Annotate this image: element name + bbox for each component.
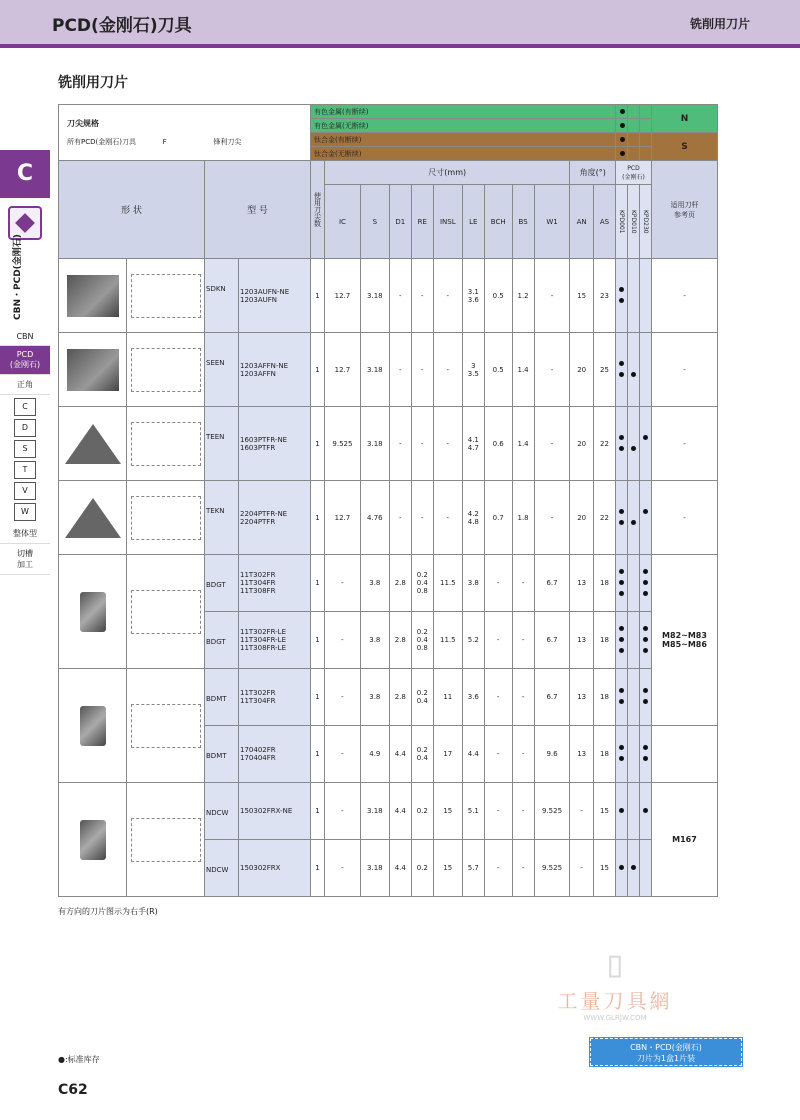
insert-photo <box>67 275 119 317</box>
insert-photo <box>67 349 119 391</box>
cell-ref: - <box>652 481 718 555</box>
watermark-url: WWW.GLRJW.COM <box>583 1014 647 1022</box>
col-shape: 形 状 <box>59 161 205 259</box>
col-dims: 尺寸(mm) <box>325 161 570 185</box>
page-title: PCD(金刚石)刀具 <box>52 16 192 36</box>
cell-grade <box>640 612 652 669</box>
cell-an: 15 <box>570 259 593 333</box>
cell-grade <box>640 333 652 407</box>
cell-re: 0.2 0.4 0.8 <box>411 555 433 612</box>
cell-edges: 1 <box>311 259 325 333</box>
insert-type: BDMT <box>205 669 239 726</box>
cell-le: 4.2 4.8 <box>462 481 484 555</box>
material-group-n: N <box>652 105 718 133</box>
cell-w1: - <box>534 259 570 333</box>
watermark-text: 工量刀具網 <box>557 989 673 1013</box>
cell-d1: - <box>389 259 411 333</box>
cell-bs: - <box>512 783 534 840</box>
cell-bch: 0.6 <box>484 407 512 481</box>
sidebar-shape-d[interactable]: D <box>14 419 36 437</box>
material-group-s: S <box>652 133 718 161</box>
cell-grade <box>640 259 652 333</box>
header-right-label: 铣削用刀片 <box>689 17 750 31</box>
cell-bch: 0.5 <box>484 333 512 407</box>
col-an: AN <box>570 185 593 259</box>
cell-as: 18 <box>593 555 615 612</box>
cell-ic: 12.7 <box>325 481 361 555</box>
material-row: 有色金属(无断续) <box>311 119 616 133</box>
cell-an: 20 <box>570 407 593 481</box>
page-number: C62 <box>58 1082 88 1098</box>
cell-s: 4.9 <box>360 726 389 783</box>
col-as: AS <box>593 185 615 259</box>
cell-ref: - <box>652 407 718 481</box>
cell-as: 25 <box>593 333 615 407</box>
cell-as: 15 <box>593 840 615 897</box>
sidebar-shape-c[interactable]: C <box>14 398 36 416</box>
cell-ic: - <box>325 612 361 669</box>
cell-ic: - <box>325 669 361 726</box>
cell-re: 0.2 <box>411 783 433 840</box>
cell-re: - <box>411 407 433 481</box>
cell-grade <box>640 669 652 726</box>
insert-type: NDCW <box>205 840 239 897</box>
insert-drawing <box>131 274 201 318</box>
cell-edges: 1 <box>311 555 325 612</box>
cell-grade <box>616 481 628 555</box>
table-row <box>59 333 718 407</box>
cell-le: 3 3.5 <box>462 333 484 407</box>
section-title: 铣削用刀片 <box>58 75 128 91</box>
cell-as: 18 <box>593 612 615 669</box>
cell-insl: 11 <box>433 669 462 726</box>
cell-ref <box>652 726 718 783</box>
cell-as: 15 <box>593 783 615 840</box>
cell-s: 3.18 <box>360 333 389 407</box>
col-s: S <box>360 185 389 259</box>
insert-type: TEKN <box>205 481 239 555</box>
cell-ref: - <box>652 259 718 333</box>
cell-grade <box>628 726 640 783</box>
cell-d1: 4.4 <box>389 726 411 783</box>
cell-d1: 2.8 <box>389 612 411 669</box>
cell-an: 13 <box>570 555 593 612</box>
cell-le: 5.2 <box>462 612 484 669</box>
sidebar-item-pcd[interactable]: PCD (金刚石) <box>0 346 50 375</box>
cell-bch: - <box>484 726 512 783</box>
col-grade-kpd001: KPD001 <box>616 185 628 259</box>
cell-insl: 15 <box>433 840 462 897</box>
cell-s: 3.18 <box>360 407 389 481</box>
col-w1: W1 <box>534 185 570 259</box>
cell-ic: - <box>325 726 361 783</box>
legend: ●:标准库存 <box>58 1055 100 1064</box>
cell-bs: 1.8 <box>512 481 534 555</box>
cell-edges: 1 <box>311 840 325 897</box>
insert-type: BDGT <box>205 612 239 669</box>
col-re: RE <box>411 185 433 259</box>
cell-edges: 1 <box>311 726 325 783</box>
table-row <box>59 481 718 555</box>
spec-all: 所有PCD(金刚石)刀具 <box>67 138 136 146</box>
cell-s: 3.8 <box>360 669 389 726</box>
cell-bs: - <box>512 612 534 669</box>
col-pcd: PCD (金刚石) <box>616 161 652 185</box>
spec-block <box>59 105 311 161</box>
insert-drawing <box>131 704 201 748</box>
table-row <box>59 555 718 612</box>
col-bch: BCH <box>484 185 512 259</box>
cell-bs: - <box>512 840 534 897</box>
cell-d1: - <box>389 481 411 555</box>
col-ic: IC <box>325 185 361 259</box>
cell-bs: - <box>512 726 534 783</box>
insert-photo <box>80 820 106 860</box>
cell-an: 20 <box>570 333 593 407</box>
insert-models: 150302FRX-NE <box>239 783 311 840</box>
cell-d1: 4.4 <box>389 840 411 897</box>
insert-photo <box>65 498 121 538</box>
cell-bch: 0.5 <box>484 259 512 333</box>
col-edges: 使用刀尖数 <box>311 161 325 259</box>
cell-grade <box>628 407 640 481</box>
cell-insl: 15 <box>433 783 462 840</box>
cell-edges: 1 <box>311 333 325 407</box>
sidebar-shape-t[interactable]: T <box>14 461 36 479</box>
footnote: 有方向的刀片图示为右手(R) <box>58 907 158 916</box>
cell-grade <box>628 783 640 840</box>
cell-grade <box>628 840 640 897</box>
cell-edges: 1 <box>311 407 325 481</box>
cell-as: 23 <box>593 259 615 333</box>
insert-drawing <box>131 496 201 540</box>
cell-insl: - <box>433 481 462 555</box>
cell-grade <box>616 259 628 333</box>
cell-grade <box>616 726 628 783</box>
cell-ref: M167 <box>652 783 718 897</box>
col-insl: INSL <box>433 185 462 259</box>
cell-insl: - <box>433 407 462 481</box>
cell-grade <box>628 333 640 407</box>
col-grade-kpd010: KPD010 <box>628 185 640 259</box>
cell-grade <box>628 555 640 612</box>
cell-le: 4.4 <box>462 726 484 783</box>
cell-bch: - <box>484 612 512 669</box>
cell-grade <box>616 612 628 669</box>
sidebar-item-solid[interactable]: 整体型 <box>0 524 50 544</box>
cell-bch: - <box>484 840 512 897</box>
cell-grade <box>640 481 652 555</box>
table-row <box>59 407 718 481</box>
col-d1: D1 <box>389 185 411 259</box>
table-row <box>59 669 718 726</box>
cell-bs: - <box>512 669 534 726</box>
cell-grade <box>616 333 628 407</box>
cell-an: 13 <box>570 669 593 726</box>
cell-edges: 1 <box>311 481 325 555</box>
cell-w1: 6.7 <box>534 669 570 726</box>
cell-ic: 12.7 <box>325 259 361 333</box>
cell-grade <box>640 783 652 840</box>
insert-type: TEEN <box>205 407 239 481</box>
cell-w1: 9.6 <box>534 726 570 783</box>
insert-photo <box>80 706 106 746</box>
cell-w1: 6.7 <box>534 555 570 612</box>
cell-d1: 2.8 <box>389 669 411 726</box>
insert-photo <box>65 424 121 464</box>
header-bar <box>0 0 800 48</box>
table-row <box>59 783 718 840</box>
cell-re: 0.2 0.4 <box>411 726 433 783</box>
cell-grade <box>628 259 640 333</box>
insert-table <box>58 104 718 897</box>
cell-d1: - <box>389 407 411 481</box>
cell-le: 4.1 4.7 <box>462 407 484 481</box>
col-le: LE <box>462 185 484 259</box>
cell-s: 3.8 <box>360 612 389 669</box>
insert-type: BDGT <box>205 555 239 612</box>
sidebar-item-grooving[interactable]: 切槽 加工 <box>0 544 50 575</box>
cell-grade <box>628 669 640 726</box>
sidebar-item-cbn[interactable]: CBN <box>0 328 50 346</box>
cell-an: - <box>570 840 593 897</box>
insert-models: 11T302FR 11T304FR <box>239 669 311 726</box>
cell-ic: - <box>325 840 361 897</box>
cell-s: 4.76 <box>360 481 389 555</box>
col-model: 型 号 <box>205 161 311 259</box>
spec-label: 刀尖规格 <box>67 119 99 128</box>
cell-grade <box>640 555 652 612</box>
cell-w1: - <box>534 407 570 481</box>
cell-ic: 12.7 <box>325 333 361 407</box>
cell-grade <box>628 612 640 669</box>
cell-d1: 4.4 <box>389 783 411 840</box>
sidebar-shape-v[interactable]: V <box>14 482 36 500</box>
insert-photo <box>80 592 106 632</box>
sidebar-item-positive[interactable]: 正角 <box>0 375 50 395</box>
cell-s: 3.18 <box>360 840 389 897</box>
cell-s: 3.18 <box>360 783 389 840</box>
col-ref: 适用刀杆 参考页 <box>652 161 718 259</box>
cell-an: 20 <box>570 481 593 555</box>
cell-re: - <box>411 259 433 333</box>
material-row: 有色金属(有断续) <box>311 105 616 119</box>
watermark <box>540 950 690 1022</box>
cell-le: 5.7 <box>462 840 484 897</box>
insert-models: 11T302FR 11T304FR 11T308FR <box>239 555 311 612</box>
cell-bs: - <box>512 555 534 612</box>
sidebar-shape-s[interactable]: S <box>14 440 36 458</box>
insert-models: 1603PTFR-NE 1603PTFR <box>239 407 311 481</box>
cell-le: 3.8 <box>462 555 484 612</box>
cell-w1: 6.7 <box>534 612 570 669</box>
insert-models: 1203AUFN-NE 1203AUFN <box>239 259 311 333</box>
cell-bch: - <box>484 555 512 612</box>
cell-grade <box>616 840 628 897</box>
cell-re: - <box>411 481 433 555</box>
insert-models: 170402FR 170404FR <box>239 726 311 783</box>
insert-models: 150302FRX <box>239 840 311 897</box>
insert-drawing <box>131 818 201 862</box>
insert-models: 2204PTFR-NE 2204PTFR <box>239 481 311 555</box>
cell-insl: 17 <box>433 726 462 783</box>
col-angle: 角度(°) <box>570 161 616 185</box>
cell-grade <box>628 481 640 555</box>
cell-le: 5.1 <box>462 783 484 840</box>
cell-ref: M82~M83 M85~M86 <box>652 555 718 726</box>
cell-ic: - <box>325 555 361 612</box>
cell-bch: - <box>484 669 512 726</box>
cell-bs: 1.4 <box>512 407 534 481</box>
sidebar-shape-w[interactable]: W <box>14 503 36 521</box>
cell-insl: - <box>433 333 462 407</box>
cell-edges: 1 <box>311 783 325 840</box>
cell-an: - <box>570 783 593 840</box>
cell-grade <box>616 669 628 726</box>
cell-as: 18 <box>593 669 615 726</box>
cell-w1: - <box>534 333 570 407</box>
cell-w1: - <box>534 481 570 555</box>
col-grade-kpd230: KPD230 <box>640 185 652 259</box>
cell-bs: 1.2 <box>512 259 534 333</box>
cell-as: 22 <box>593 407 615 481</box>
insert-drawing <box>131 422 201 466</box>
cell-s: 3.18 <box>360 259 389 333</box>
cell-re: 0.2 0.4 0.8 <box>411 612 433 669</box>
cell-edges: 1 <box>311 669 325 726</box>
cell-as: 22 <box>593 481 615 555</box>
cell-le: 3.6 <box>462 669 484 726</box>
cell-ref: - <box>652 333 718 407</box>
insert-type: SEEN <box>205 333 239 407</box>
insert-models: 11T302FR-LE 11T304FR-LE 11T308FR-LE <box>239 612 311 669</box>
spec-f: F <box>162 138 167 146</box>
col-bs: BS <box>512 185 534 259</box>
packaging-note: CBN・PCD(金刚石) 刀片为1盒1片装 <box>590 1038 742 1066</box>
cell-grade <box>640 407 652 481</box>
cell-grade <box>616 407 628 481</box>
cell-w1: 9.525 <box>534 840 570 897</box>
cell-an: 13 <box>570 726 593 783</box>
cell-insl: 11.5 <box>433 555 462 612</box>
material-row: 钛合金(有断续) <box>311 133 616 147</box>
cell-grade <box>616 783 628 840</box>
cell-ic: - <box>325 783 361 840</box>
cell-as: 18 <box>593 726 615 783</box>
insert-type: BDMT <box>205 726 239 783</box>
cell-s: 3.8 <box>360 555 389 612</box>
spec-edge: 锋利刀尖 <box>213 138 242 146</box>
insert-type: SDKN <box>205 259 239 333</box>
cell-le: 3.1 3.6 <box>462 259 484 333</box>
sidebar-tab-c[interactable]: C <box>0 150 50 198</box>
sidebar-vertical-label: CBN・PCD(金刚石) <box>13 234 23 320</box>
cell-d1: 2.8 <box>389 555 411 612</box>
insert-type: NDCW <box>205 783 239 840</box>
cell-d1: - <box>389 333 411 407</box>
cell-insl: 11.5 <box>433 612 462 669</box>
cell-grade <box>616 555 628 612</box>
cell-re: - <box>411 333 433 407</box>
insert-drawing <box>131 348 201 392</box>
sidebar <box>0 150 50 575</box>
cell-grade <box>640 726 652 783</box>
insert-drawing <box>131 590 201 634</box>
watermark-logo-icon: ⌷ <box>606 950 624 985</box>
cell-ic: 9.525 <box>325 407 361 481</box>
insert-models: 1203AFFN-NE 1203AFFN <box>239 333 311 407</box>
cell-insl: - <box>433 259 462 333</box>
material-row: 钛合金(无断续) <box>311 147 616 161</box>
table-row <box>59 259 718 333</box>
cell-re: 0.2 <box>411 840 433 897</box>
cell-bch: 0.7 <box>484 481 512 555</box>
cell-an: 13 <box>570 612 593 669</box>
cell-bs: 1.4 <box>512 333 534 407</box>
cell-grade <box>640 840 652 897</box>
cell-bch: - <box>484 783 512 840</box>
cell-w1: 9.525 <box>534 783 570 840</box>
cell-edges: 1 <box>311 612 325 669</box>
cell-re: 0.2 0.4 <box>411 669 433 726</box>
